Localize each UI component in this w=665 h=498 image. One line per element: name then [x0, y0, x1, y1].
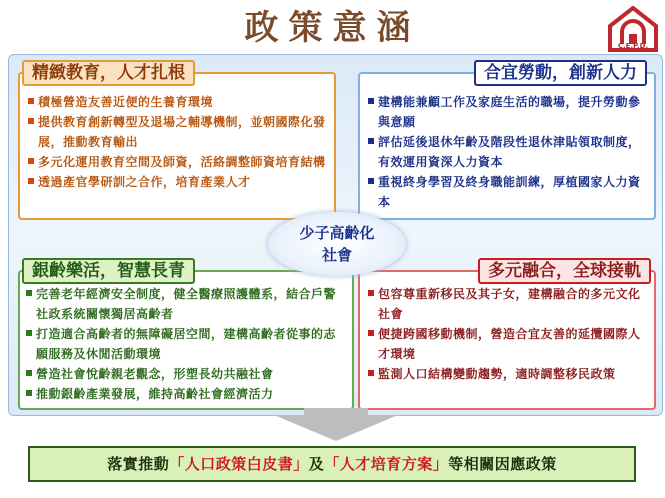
center-line2: 社會: [321, 246, 352, 264]
logo-label: C.E.P.D.: [617, 42, 649, 50]
list-item: 評估延後退休年齡及階段性退休津貼領取制度，有效運用資深人力資本: [368, 132, 646, 172]
panel-global: [358, 270, 656, 410]
list-item: 重視終身學習及終身職能訓練，厚植國家人力資本: [368, 172, 646, 212]
list-item: 推動銀齡產業發展，維持高齡社會經濟活力: [26, 384, 346, 404]
panel-education: [18, 72, 336, 220]
panel-aging: [18, 270, 354, 410]
center-line1: 少子高齡化: [299, 224, 375, 242]
page-title: 政策意涵: [244, 8, 421, 48]
tag-aging: 銀齡樂活，智慧長青: [22, 258, 195, 284]
policy-banner: [28, 446, 636, 482]
policy-prefix: 落實推動: [107, 455, 170, 473]
list-item: 便捷跨國移動機制，營造合宜友善的延攬國際人才環境: [368, 324, 646, 364]
policy-suffix: 等相關因應政策: [448, 455, 557, 473]
policy-item-1: 「人口政策白皮書」: [169, 455, 309, 473]
list-item: 打造適合高齡者的無障礙居空間，建構高齡者從事的志願服務及休閒活動環境: [26, 324, 346, 364]
center-topic: [268, 212, 406, 276]
list-item: 營造社會悅齡親老觀念，形塑長幼共融社會: [26, 364, 346, 384]
tag-global: 多元融合，全球接軌: [478, 258, 651, 284]
policy-item-2: 「人才培育方案」: [324, 455, 449, 473]
list-item: 多元化運用教育空間及師資，活絡調整師資培育結構: [28, 152, 326, 172]
down-arrow-icon: [274, 415, 398, 441]
panel-labor: [358, 72, 656, 220]
list-item: 透過產官學研訓之合作，培育產業人才: [28, 172, 326, 192]
list-item: 完善老年經濟安全制度，健全醫療照護體系，結合戶警社政系統關懷獨居高齡者: [26, 284, 346, 324]
tag-labor: 合宜勞動，創新人力: [474, 60, 647, 86]
list-item: 監測人口結構變動趨勢，適時調整移民政策: [368, 364, 646, 384]
tag-education: 精緻教育，人才扎根: [22, 60, 195, 86]
policy-middle: 及: [308, 455, 325, 473]
list-item: 包容尊重新移民及其子女，建構融合的多元文化社會: [368, 284, 646, 324]
list-item: 積極營造友善近便的生養育環境: [28, 92, 326, 112]
list-item: 建構能兼顧工作及家庭生活的職場，提升勞動參與意願: [368, 92, 646, 132]
list-item: 提供教育創新轉型及退場之輔導機制，並朝國際化發展，推動教育輸出: [28, 112, 326, 152]
